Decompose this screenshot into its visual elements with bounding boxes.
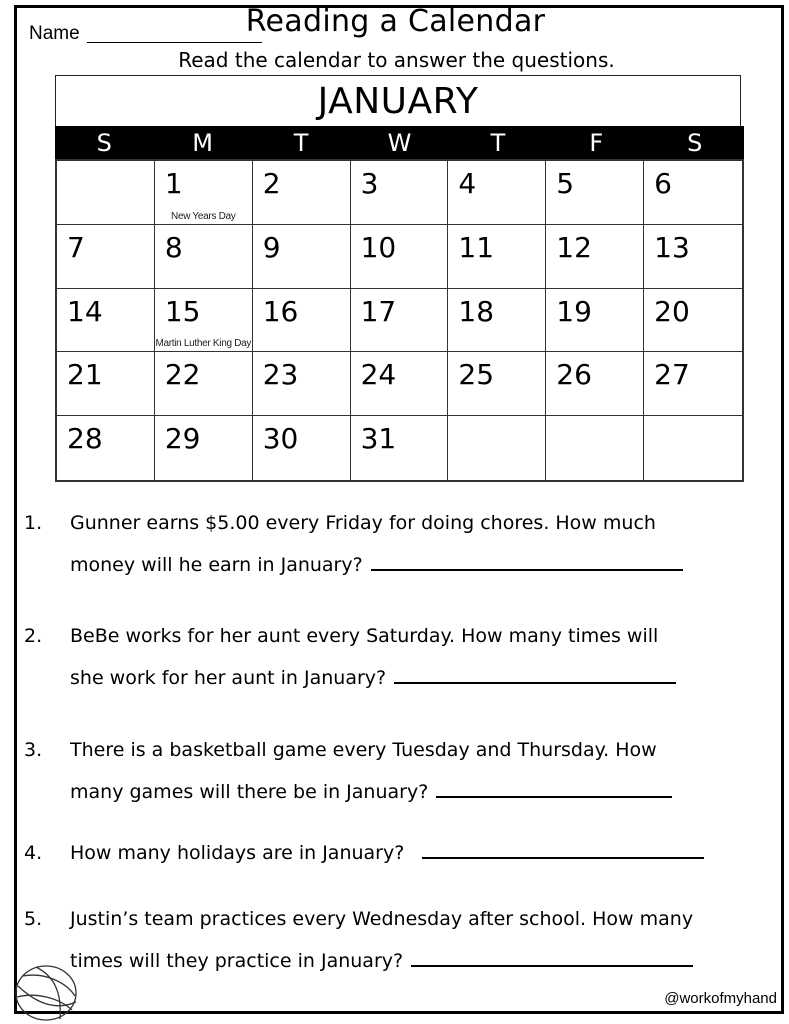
question-text: There is a basketball game every Tuesday and Thursday. How (70, 739, 657, 761)
calendar-cell (351, 352, 449, 416)
day-number: 25 (458, 358, 495, 392)
question-text-continued: she work for her aunt in January? (70, 665, 676, 691)
calendar-cell (253, 416, 351, 480)
weekday-saturday: S (687, 129, 703, 157)
calendar-cell (155, 161, 253, 225)
day-number: 21 (67, 358, 103, 392)
day-number: 18 (458, 294, 495, 328)
answer-blank[interactable] (411, 949, 693, 967)
basketball-icon (14, 962, 80, 1022)
calendar-cell (253, 225, 351, 289)
day-number: 9 (262, 230, 281, 264)
day-number: 11 (458, 230, 495, 264)
day-number: 8 (164, 230, 183, 264)
day-number: 27 (654, 358, 690, 392)
day-number: 29 (164, 422, 201, 456)
calendar-cell (57, 416, 155, 480)
worksheet-title: Reading a Calendar (245, 4, 546, 39)
day-number: 30 (262, 422, 299, 456)
day-number: 3 (360, 167, 379, 200)
day-number: 22 (164, 358, 201, 392)
calendar-grid (55, 159, 744, 482)
calendar-cell (644, 289, 742, 353)
weekday-sunday: S (96, 129, 112, 157)
question-text-continued: many games will there be in January? (70, 779, 672, 805)
question-number: 1. (24, 512, 43, 534)
calendar-cell (253, 352, 351, 416)
day-number: 26 (556, 358, 592, 392)
calendar-cell (155, 352, 253, 416)
day-number: 5 (556, 167, 575, 200)
question-number: 4. (24, 842, 43, 864)
day-number: 23 (262, 358, 299, 392)
question-text: Gunner earns $5.00 every Friday for doing chores. How much (70, 512, 656, 534)
calendar-weekday-header (55, 126, 744, 160)
day-number: 4 (458, 167, 477, 200)
weekday-tuesday: T (293, 129, 309, 157)
calendar-cell (155, 225, 253, 289)
question-text-line: How many holidays are in January? (70, 840, 704, 866)
calendar-cell (546, 289, 644, 353)
day-number: 7 (67, 230, 85, 264)
answer-blank[interactable] (422, 841, 704, 859)
calendar-cell (546, 352, 644, 416)
day-number: 20 (654, 294, 690, 328)
day-number: 10 (360, 230, 397, 264)
calendar-cell (351, 225, 449, 289)
answer-blank[interactable] (394, 666, 676, 684)
calendar-cell (546, 161, 644, 225)
answer-blank[interactable] (436, 780, 672, 798)
calendar-cell (644, 161, 742, 225)
day-number: 31 (360, 422, 397, 456)
calendar-cell (351, 161, 449, 225)
calendar-cell (57, 225, 155, 289)
holiday-label: Martin Luther King Day (155, 338, 252, 350)
weekday-thursday: T (490, 129, 506, 157)
calendar-cell (448, 161, 546, 225)
calendar-cell (351, 416, 449, 480)
calendar-cell (546, 416, 644, 480)
question-text: Justin’s team practices every Wednesday after school. How many (70, 908, 694, 930)
weekday-monday: M (192, 129, 213, 157)
worksheet-instructions: Read the calendar to answer the questions. (178, 48, 615, 72)
calendar-cell (644, 352, 742, 416)
calendar-cell (448, 289, 546, 353)
day-number: 15 (164, 294, 201, 328)
question-number: 3. (24, 739, 43, 761)
day-number: 6 (654, 167, 672, 200)
calendar-cell (253, 289, 351, 353)
day-number: 14 (67, 294, 103, 328)
day-number: 12 (556, 230, 592, 264)
day-number: 16 (262, 294, 299, 328)
day-number: 17 (360, 294, 397, 328)
day-number: 19 (556, 294, 592, 328)
calendar-cell (155, 416, 253, 480)
answer-blank[interactable] (371, 553, 683, 571)
calendar-cell (448, 352, 546, 416)
question-text-continued: times will they practice in January? (70, 948, 693, 974)
calendar-cell (644, 225, 742, 289)
question-number: 5. (24, 908, 43, 930)
calendar-cell (448, 225, 546, 289)
day-number: 28 (67, 422, 103, 456)
day-number: 24 (360, 358, 397, 392)
holiday-label: New Years Day (171, 210, 236, 222)
calendar-cell (448, 416, 546, 480)
calendar-cell (644, 416, 742, 480)
day-number: 13 (654, 230, 690, 264)
weekday-friday: F (589, 129, 604, 157)
question-text: BeBe works for her aunt every Saturday. How many times will (70, 625, 659, 647)
calendar-cell (57, 289, 155, 353)
calendar-cell (253, 161, 351, 225)
calendar-cell (155, 289, 253, 353)
calendar-cell (57, 161, 155, 225)
calendar-cell (546, 225, 644, 289)
calendar-cell (57, 352, 155, 416)
calendar-cell (351, 289, 449, 353)
day-number: 1 (164, 167, 183, 200)
question-number: 2. (24, 625, 43, 647)
name-label: Name (29, 23, 80, 44)
question-text-continued: money will he earn in January? (70, 552, 683, 578)
day-number: 2 (262, 167, 281, 200)
calendar-month-title: JANUARY (55, 75, 741, 127)
weekday-wednesday: W (387, 129, 412, 157)
name-input-line[interactable] (87, 42, 262, 43)
author-watermark: @workofmyhand (664, 990, 777, 1007)
